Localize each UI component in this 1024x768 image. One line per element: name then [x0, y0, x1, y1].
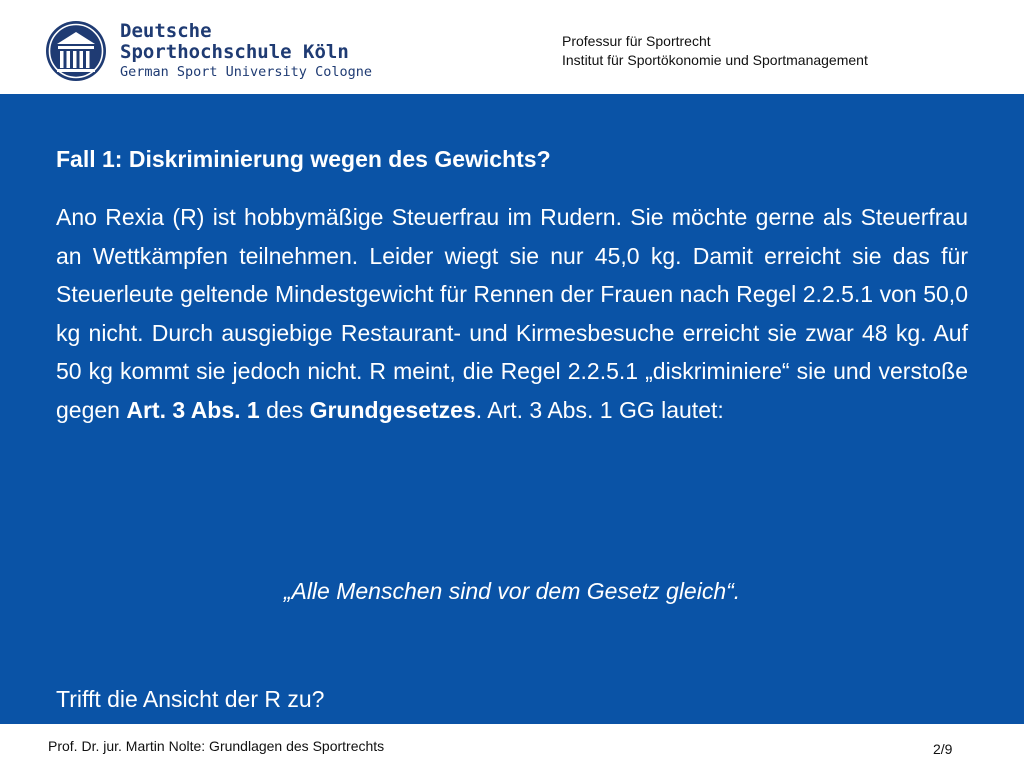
case-question: Trifft die Ansicht der R zu? [56, 686, 325, 712]
logo-line-2: Sporthochschule Köln [120, 41, 349, 63]
logo-line-1: Deutsche [120, 20, 212, 42]
page-number: 2/9 [933, 741, 953, 757]
university-building-icon [44, 19, 108, 83]
institute-name: Institut für Sportökonomie und Sportmanagement [562, 52, 868, 68]
case-text-bold-article: Art. 3 Abs. 1 [126, 396, 260, 423]
chair-name: Professur für Sportrecht [562, 33, 711, 49]
slide-content [0, 94, 1024, 724]
case-description [56, 198, 968, 429]
case-text-bold-law: Grundgesetzes [309, 396, 476, 423]
header-affiliation [562, 32, 868, 70]
law-quote: „Alle Menschen sind vor dem Gesetz gleich“. [283, 578, 741, 604]
case-text-part-2: des [259, 396, 310, 423]
logo-line-3: German Sport University Cologne [120, 64, 372, 80]
case-text-part-3: . Art. 3 Abs. 1 GG lautet: [475, 396, 724, 423]
slide-title: Fall 1: Diskriminierung wegen des Gewichts? [56, 146, 551, 172]
header [0, 0, 1024, 94]
case-text-part-1: Ano Rexia (R) ist hobbymäßige Steuerfrau im Rudern. Sie möchte gerne als Steuerfrau an Wettkämpfen teilnehmen. Leider wiegt sie nur 45,0 kg. Damit erreicht sie das für Steuerleute geltende Mindestgewicht für Rennen der Frauen nach Regel 2.2.5.1 von 50,0 kg nicht. Durch ausgiebige Restaurant- und Kirmesbesuche erreicht sie zwar 48 kg. Auf 50 kg kommt sie jedoch nicht. R meint, die Regel 2.2.5.1 „diskriminiere“ sie und verstoße gegen [56, 204, 968, 423]
logo-text [120, 21, 372, 81]
footer [0, 724, 1024, 768]
footer-author: Prof. Dr. jur. Martin Nolte: Grundlagen des Sportrechts [48, 738, 385, 754]
